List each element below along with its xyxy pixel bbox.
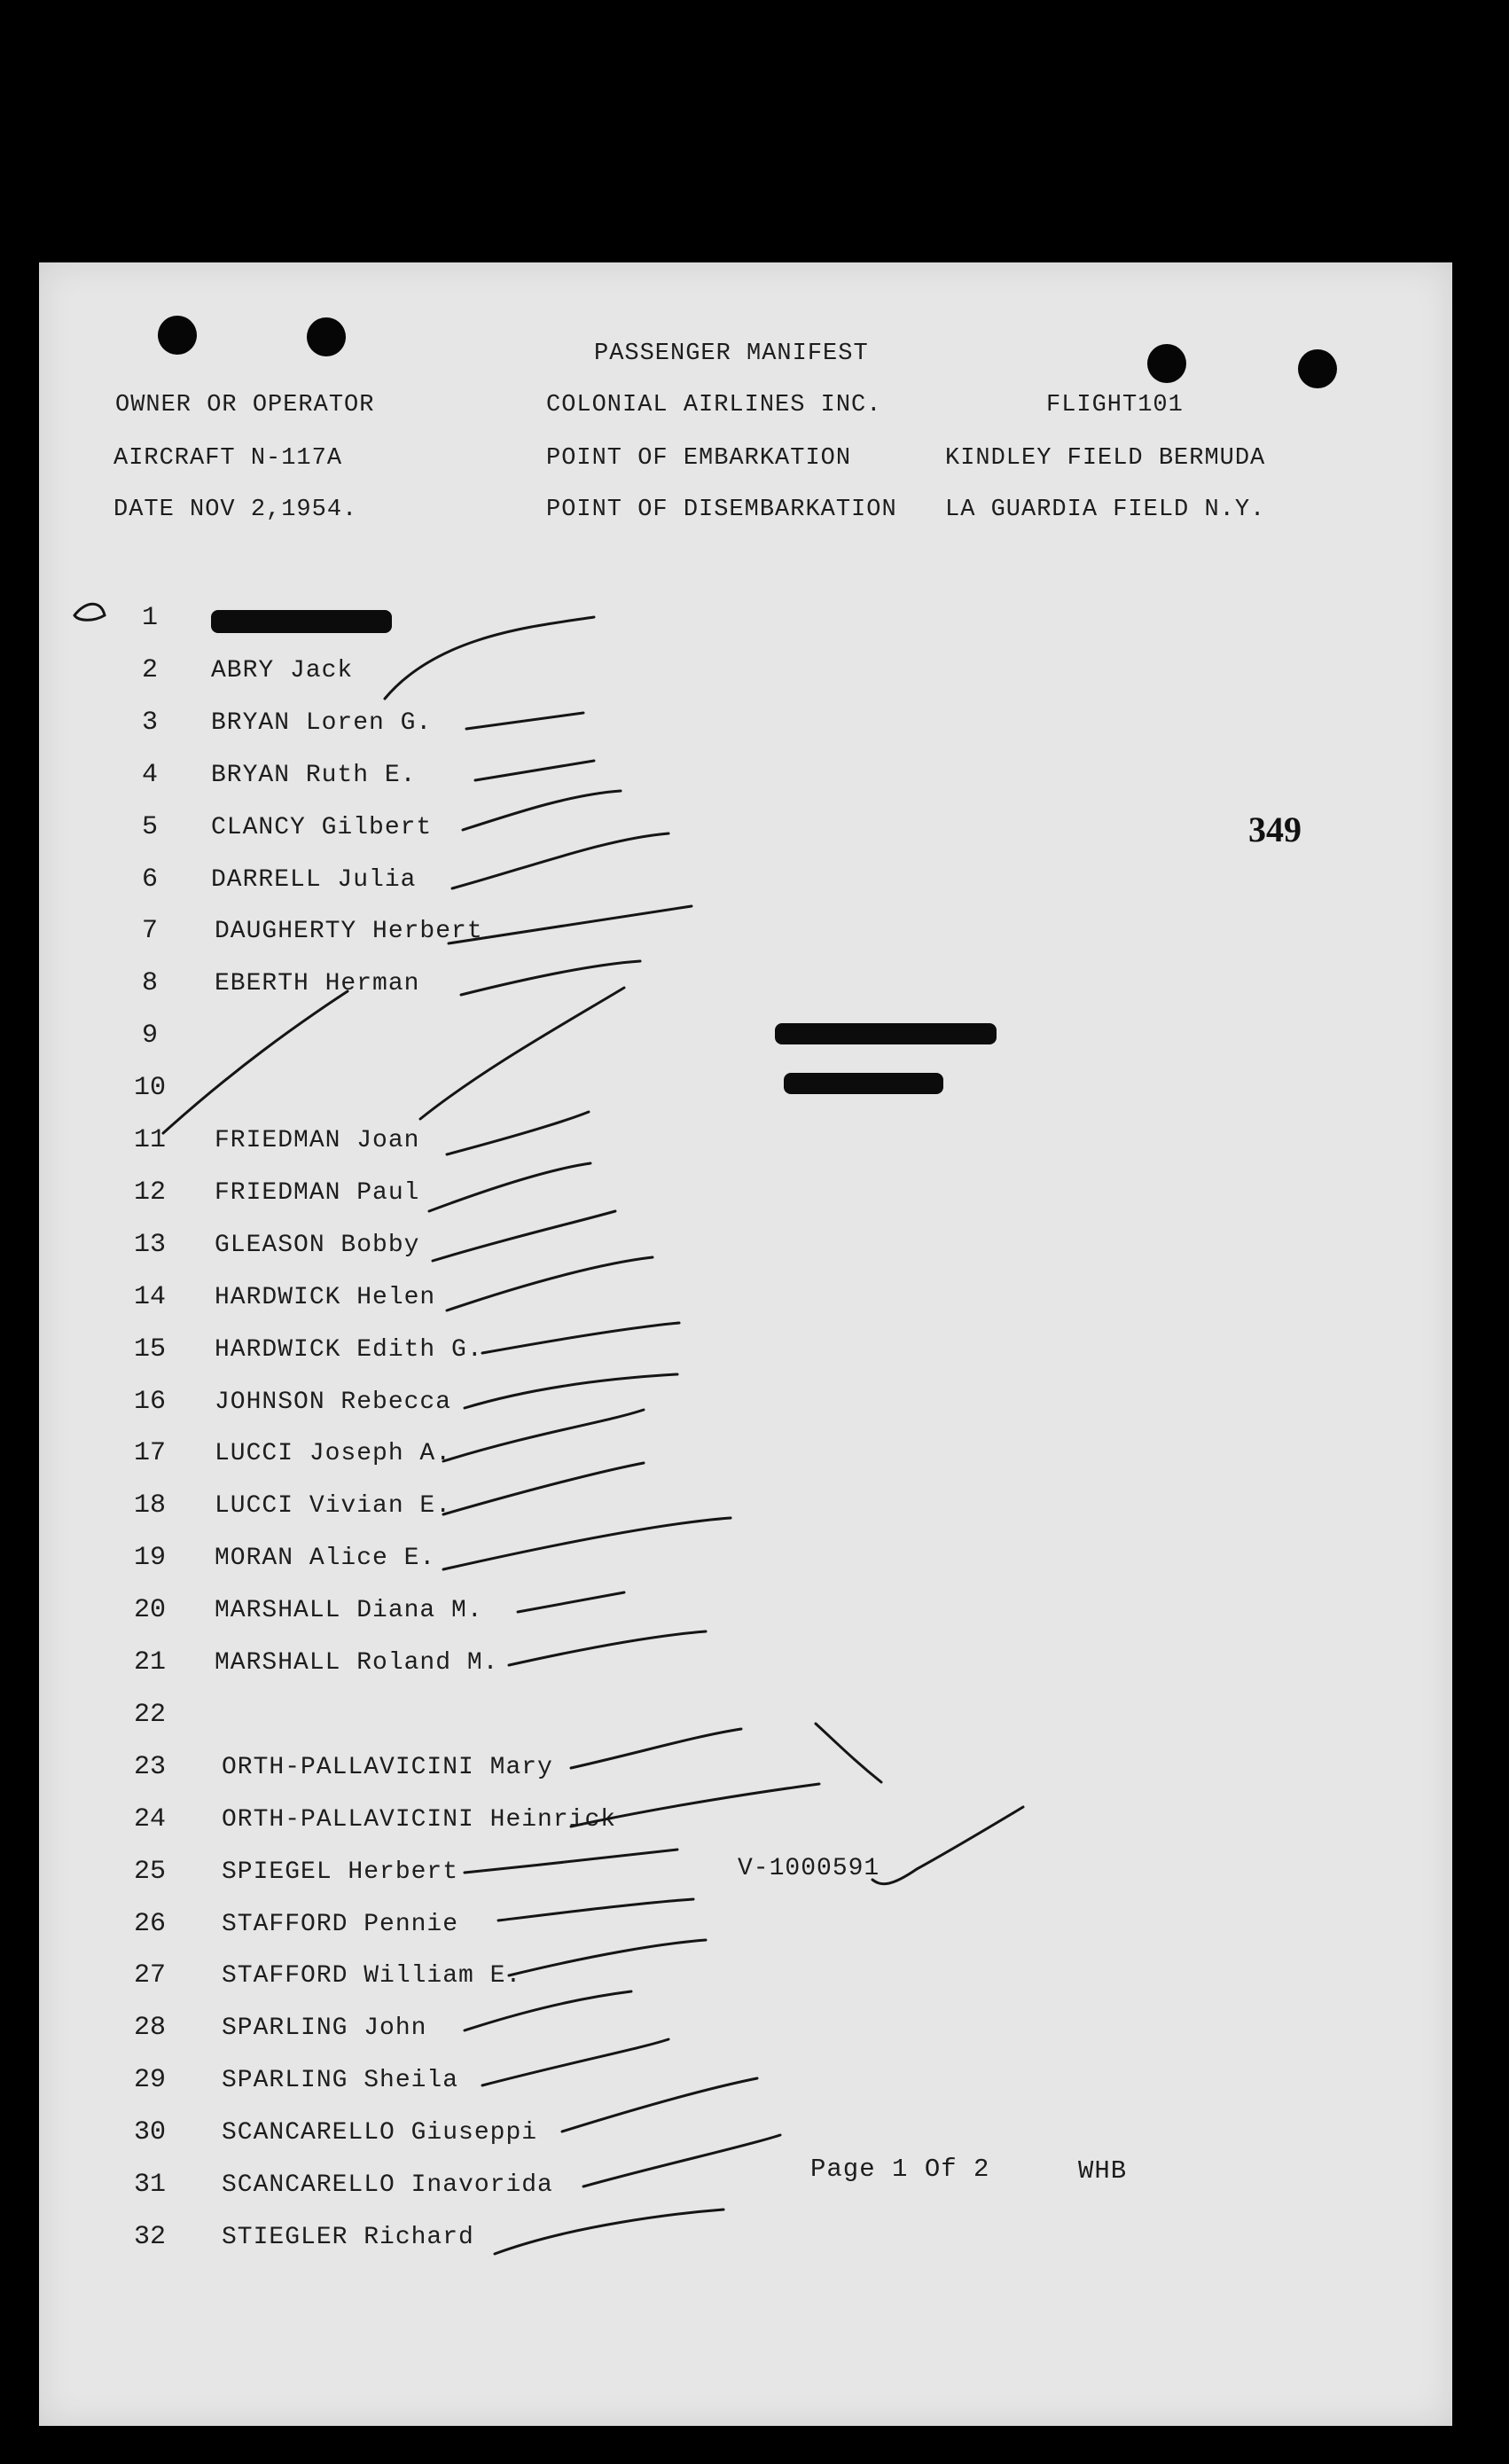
disembarkation-value: LA GUARDIA FIELD N.Y. [945, 497, 1266, 523]
row-number: 10 [133, 1073, 166, 1103]
row-number: 19 [133, 1543, 166, 1573]
owner-label: OWNER OR OPERATOR [115, 392, 375, 418]
passenger-name: SPARLING John [222, 2014, 427, 2042]
row-number: 23 [133, 1752, 166, 1782]
passenger-name: ORTH-PALLAVICINI Heinrick [222, 1806, 617, 1834]
passenger-name: LUCCI Joseph A. [215, 1440, 452, 1467]
row-number: 8 [141, 968, 158, 998]
passenger-name: BRYAN Loren G. [211, 709, 433, 737]
row-number: 1 [141, 603, 158, 633]
passenger-name: LUCCI Vivian E. [215, 1492, 452, 1520]
passenger-name: GLEASON Bobby [215, 1232, 420, 1259]
passenger-name: SCANCARELLO Inavorida [222, 2171, 553, 2199]
aircraft: AIRCRAFT N-117A [113, 445, 343, 472]
passenger-name: BRYAN Ruth E. [211, 762, 417, 789]
row-number: 14 [133, 1282, 166, 1312]
row-number: 28 [133, 2013, 166, 2043]
passenger-name: FRIEDMAN Paul [215, 1179, 420, 1207]
row-number: 7 [141, 916, 158, 946]
manifest-title: PASSENGER MANIFEST [594, 340, 869, 367]
page-indicator: Page 1 Of 2 [810, 2155, 990, 2184]
row-number: 27 [133, 1960, 166, 1991]
passenger-name: MORAN Alice E. [215, 1545, 436, 1572]
row-number: 24 [133, 1804, 166, 1834]
passenger-name: HARDWICK Edith G. [215, 1336, 483, 1364]
row-number: 26 [133, 1909, 166, 1939]
clerk-initials: WHB [1078, 2156, 1128, 2186]
passenger-name: CLANCY Gilbert [211, 814, 433, 841]
row-number: 18 [133, 1490, 166, 1521]
row-number: 5 [141, 812, 158, 842]
handwritten-tick-marks [39, 262, 1452, 2426]
row-number: 25 [133, 1857, 166, 1887]
row-number: 31 [133, 2170, 166, 2200]
stamp-number: 349 [1248, 810, 1302, 849]
row-number: 29 [133, 2065, 166, 2095]
passenger-name: ABRY Jack [211, 657, 354, 684]
row-number: 11 [133, 1125, 166, 1155]
row-number: 12 [133, 1177, 166, 1208]
passenger-name: DAUGHERTY Herbert [215, 918, 483, 945]
passenger-name: SPIEGEL Herbert [222, 1858, 459, 1886]
row-number: 30 [133, 2117, 166, 2147]
passenger-name: JOHNSON Rebecca [215, 1388, 452, 1416]
row-number: 6 [141, 864, 158, 895]
passenger-name: STAFFORD Pennie [222, 1911, 459, 1938]
row-number: 3 [141, 708, 158, 738]
owner-value: COLONIAL AIRLINES INC. [546, 392, 882, 418]
row-number: 13 [133, 1230, 166, 1260]
row-number: 22 [133, 1700, 166, 1730]
flight-date: DATE NOV 2,1954. [113, 497, 358, 523]
row-number: 2 [141, 655, 158, 685]
passenger-name: STAFFORD William E. [222, 1962, 522, 1990]
row-number: 16 [133, 1387, 166, 1417]
passenger-name: FRIEDMAN Joan [215, 1127, 420, 1154]
visa-annotation: V-1000591 [738, 1855, 880, 1882]
row-number: 20 [133, 1595, 166, 1625]
passenger-name: STIEGLER Richard [222, 2224, 474, 2251]
embarkation-value: KINDLEY FIELD BERMUDA [945, 445, 1266, 472]
passenger-name: SPARLING Sheila [222, 2067, 459, 2094]
passenger-name: EBERTH Herman [215, 970, 420, 997]
row-number: 17 [133, 1438, 166, 1468]
passenger-name: MARSHALL Roland M. [215, 1649, 499, 1677]
row-number: 9 [141, 1021, 158, 1051]
passenger-name: MARSHALL Diana M. [215, 1597, 483, 1624]
row-number: 15 [133, 1334, 166, 1365]
row-number: 4 [141, 760, 158, 790]
passenger-name: HARDWICK Helen [215, 1284, 436, 1311]
passenger-name: DARRELL Julia [211, 866, 417, 894]
disembarkation-label: POINT OF DISEMBARKATION [546, 497, 897, 523]
passenger-name: ORTH-PALLAVICINI Mary [222, 1754, 553, 1781]
row-number: 32 [133, 2222, 166, 2252]
row-number: 21 [133, 1647, 166, 1678]
embarkation-label: POINT OF EMBARKATION [546, 445, 852, 472]
passenger-name: SCANCARELLO Giuseppi [222, 2119, 538, 2147]
manifest-page [39, 262, 1452, 2426]
flight-number: FLIGHT101 [1046, 392, 1184, 418]
